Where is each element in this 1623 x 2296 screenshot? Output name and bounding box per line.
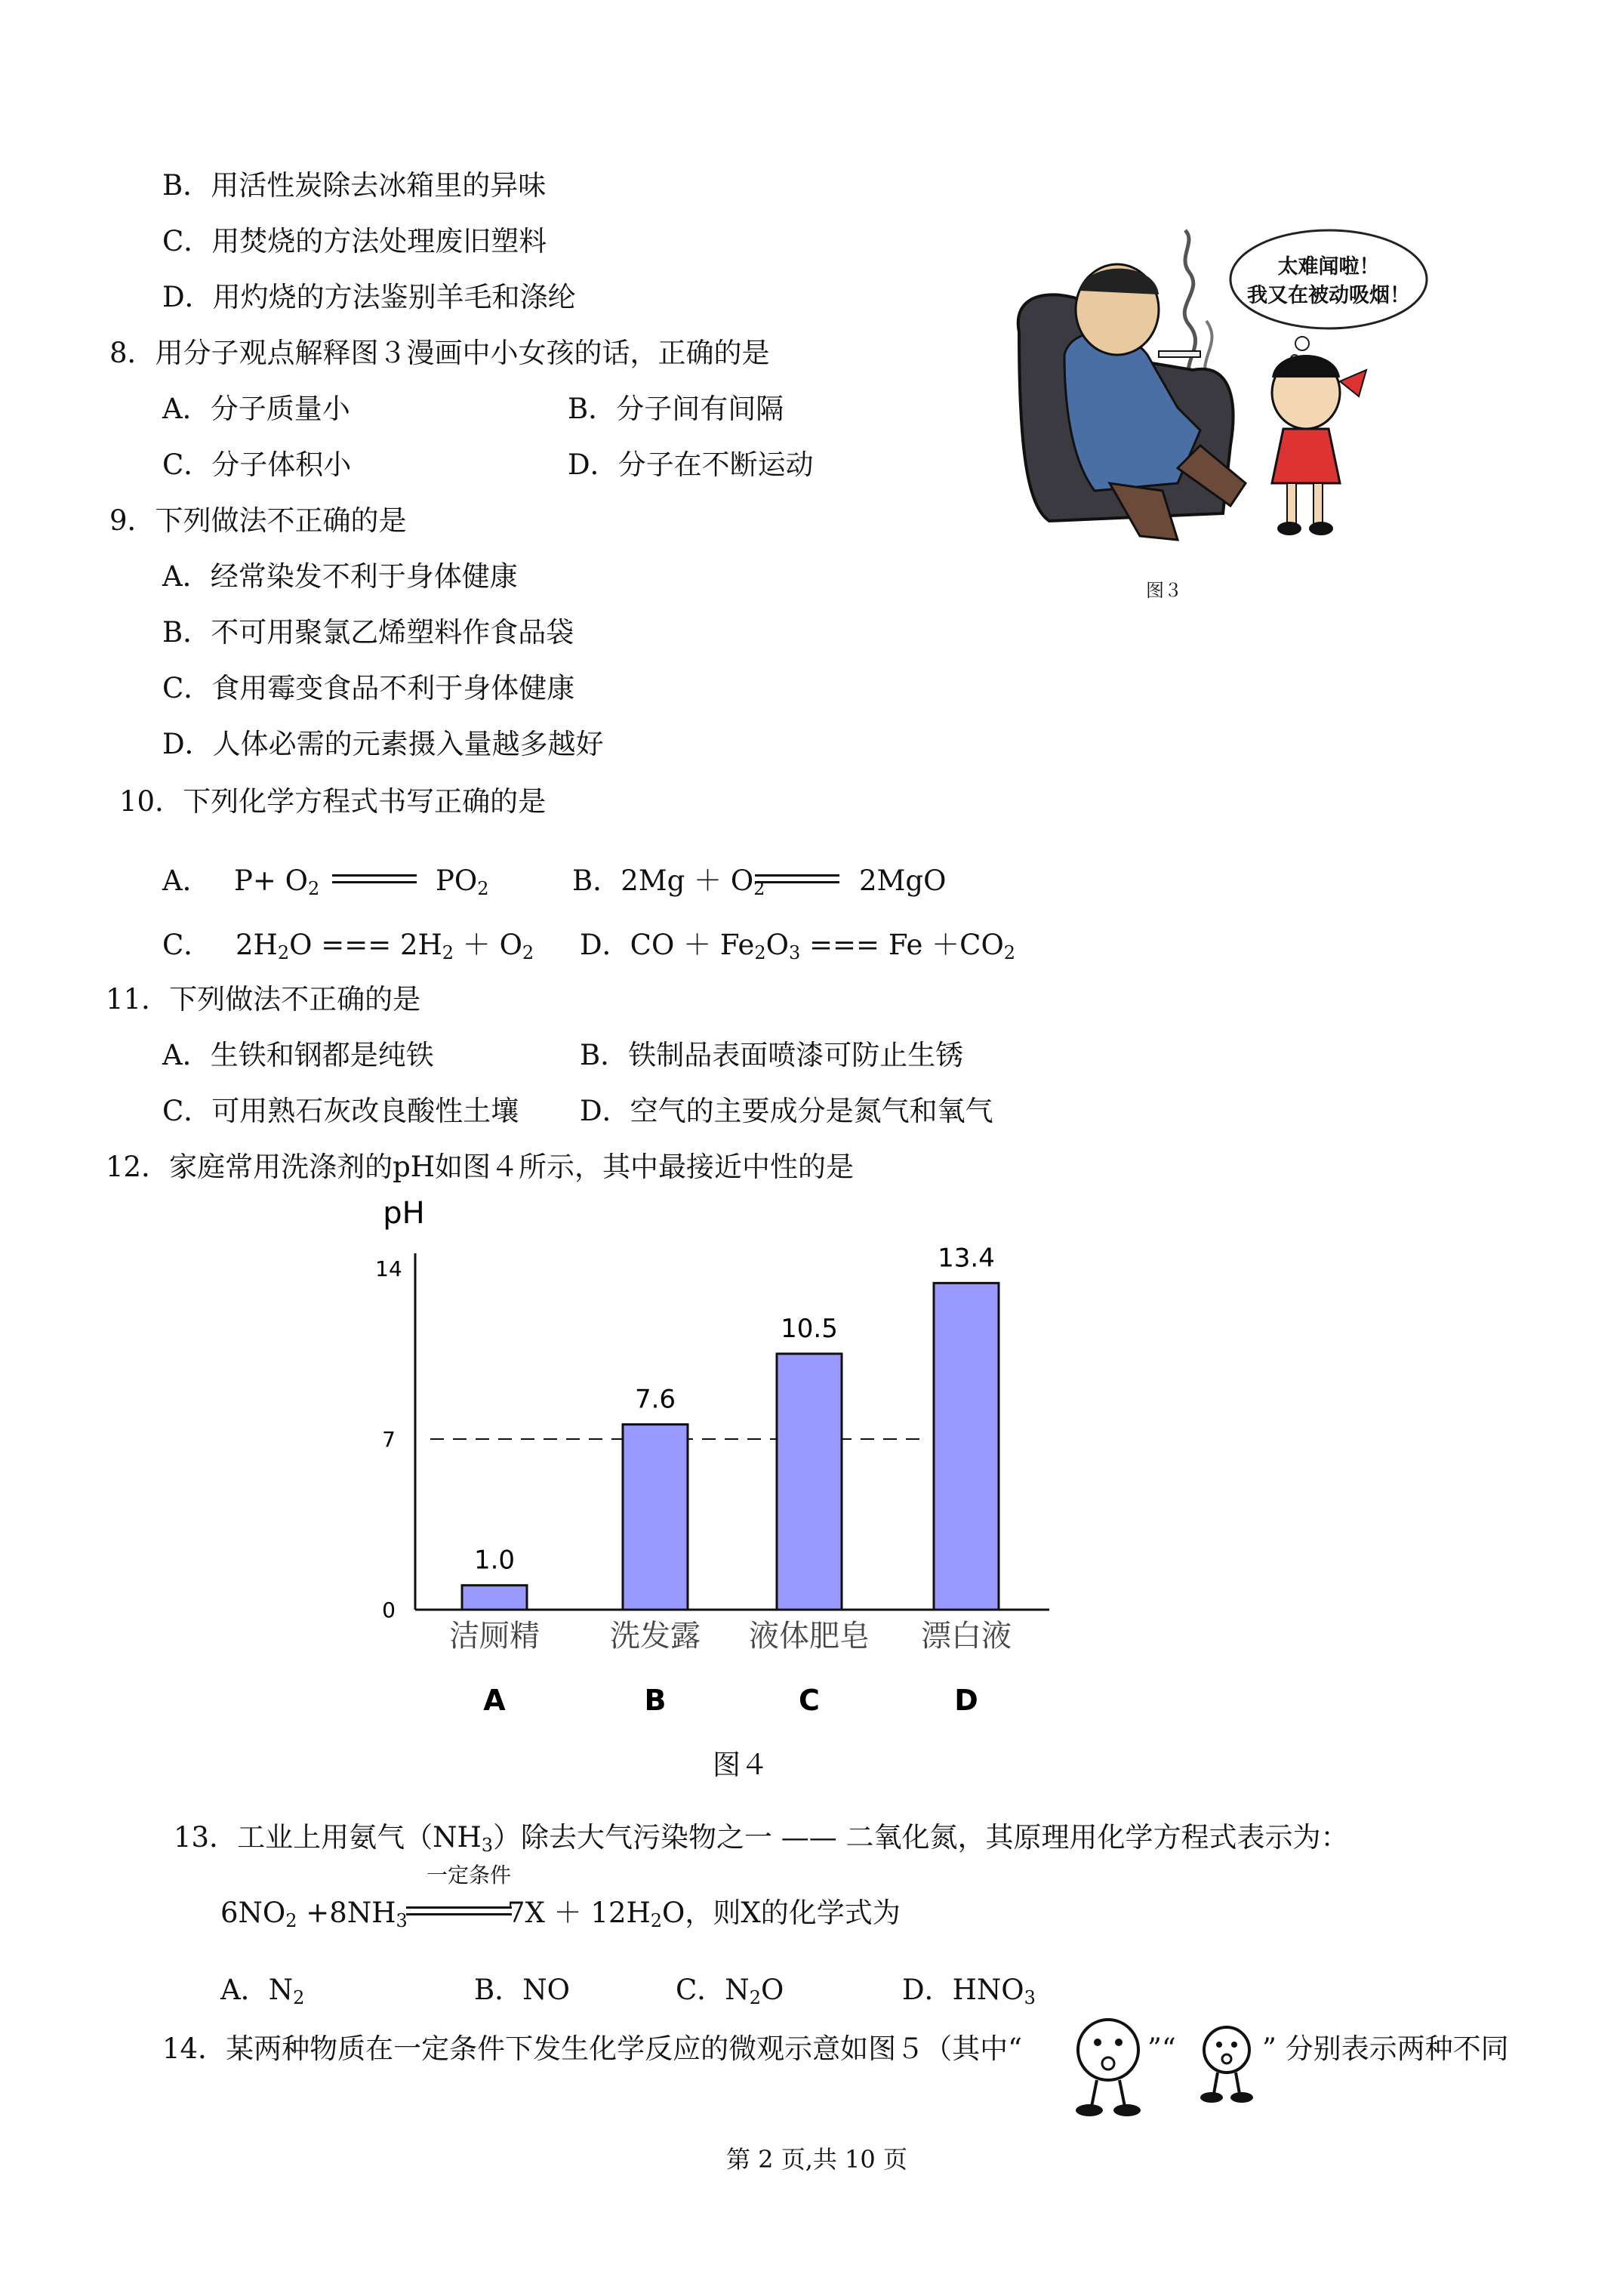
q13-option-d: D．$HNO_3$ <box>902 1974 1036 2008</box>
chart-bar <box>777 1354 842 1610</box>
chart-data-label: 13.4 <box>938 1243 995 1274</box>
q13-option-c: C．$N_2O$ <box>676 1974 784 2008</box>
figure-4-caption: 图４ <box>713 1749 768 1781</box>
q9-option-a: A．经常染发不利于身体健康 <box>162 560 518 593</box>
chart-y-tick-label: 7 <box>382 1427 396 1452</box>
q7-option-d: D．用灼烧的方法鉴别羊毛和涤纶 <box>162 281 576 313</box>
chart-category-letter: B <box>644 1684 667 1717</box>
q9-option-c: C．食用霉变食品不利于身体健康 <box>162 672 575 704</box>
q7-option-c: C．用焚烧的方法处理废旧塑料 <box>162 225 547 257</box>
chart-data-label: 10.5 <box>781 1314 838 1344</box>
q14-stem-c: ” 分别表示两种不同 <box>1262 2032 1509 2065</box>
chart-data-label: 7.6 <box>634 1384 676 1415</box>
q13-equation-rhs: $7X + 12H_2O$，则X的化学式为 <box>507 1897 901 1931</box>
q10-option-c-equation: $2H_2O$ === $2H_2 + O_2$ <box>236 929 534 963</box>
chart-y-tick-label: 0 <box>382 1598 396 1623</box>
chart-bar <box>623 1425 688 1610</box>
q8-option-c: C．分子体积小 <box>162 448 352 481</box>
q14-stem-a: 14．某两种物质在一定条件下发生化学反应的微观示意如图５（其中“ <box>162 2032 1022 2065</box>
chart-category-label: 漂白液 <box>921 1619 1012 1653</box>
speech-bubble-line2: 我又在被动吸烟！ <box>1247 284 1410 307</box>
q10-option-b-lhs: B．$2Mg + O_2$ <box>572 864 765 899</box>
q10-option-b-rhs: 2MgO <box>859 864 947 897</box>
smoking-cartoon-image <box>1004 219 1449 551</box>
q13-option-a: A．$N_2$ <box>220 1974 305 2008</box>
q9-stem: 9．下列做法不正确的是 <box>109 504 407 537</box>
q10-option-a-rhs: $PO_2$ <box>436 864 489 899</box>
q10-option-c-label: C． <box>162 929 212 961</box>
q10-option-d-equation: D．CO ＋ $Fe_2O_3$ === $Fe +CO_2$ <box>580 929 1016 963</box>
chart-y-tick-label: 14 <box>375 1256 402 1281</box>
q8-option-a: A．分子质量小 <box>162 393 350 425</box>
ph-bar-chart <box>332 1193 1087 1721</box>
chart-y-axis-label: pH <box>383 1196 425 1231</box>
q11-option-d: D．空气的主要成分是氮气和氧气 <box>580 1095 993 1127</box>
q11-option-b: B．铁制品表面喷漆可防止生锈 <box>580 1039 964 1071</box>
speech-bubble-line1: 太难闻啦！ <box>1277 255 1380 279</box>
q13-equation-lhs: $6NO_2 +8NH_3$ <box>220 1897 408 1931</box>
chart-category-label: 液体肥皂 <box>749 1619 870 1653</box>
q10-stem: 10．下列化学方程式书写正确的是 <box>119 785 547 818</box>
q13-stem: 13．工业上用氨气$(NH_3)$除去大气污染物之一 —— 二氧化氮，其原理用化学方程式表示为： <box>174 1821 1349 1856</box>
q13-equals-sign <box>406 1906 512 1915</box>
q8-option-d: D．分子在不断运动 <box>568 448 814 481</box>
q8-stem: 8．用分子观点解释图３漫画中小女孩的话，正确的是 <box>109 337 770 369</box>
q13-condition: 一定条件 <box>427 1863 512 1888</box>
q7-option-b: B．用活性炭除去冰箱里的异味 <box>162 169 547 202</box>
atom-large-icon <box>1070 2005 1146 2125</box>
q10-option-a-label: A． <box>162 864 211 897</box>
q10-option-b-equals <box>755 874 839 883</box>
chart-bar <box>462 1586 527 1610</box>
q13-option-b: B．NO <box>474 1974 570 2006</box>
q9-option-b: B．不可用聚氯乙烯塑料作食品袋 <box>162 616 574 649</box>
chart-category-letter: C <box>799 1684 820 1717</box>
chart-data-label: 1.0 <box>473 1545 516 1576</box>
q11-stem: 11．下列做法不正确的是 <box>106 983 421 1015</box>
chart-bar <box>934 1283 999 1610</box>
chart-category-letter: A <box>483 1684 506 1717</box>
atom-small-icon <box>1193 2012 1261 2110</box>
q14-stem-b: ”“ <box>1147 2032 1176 2065</box>
chart-category-label: 洁厕精 <box>449 1619 540 1653</box>
q10-option-a-lhs: $P+ O_2$ <box>234 864 320 899</box>
chart-category-letter: D <box>954 1684 978 1717</box>
q11-option-c: C．可用熟石灰改良酸性土壤 <box>162 1095 519 1127</box>
q12-stem: 12．家庭常用洗涤剂的pH如图４所示，其中最接近中性的是 <box>106 1151 855 1183</box>
q8-option-b: B．分子间有间隔 <box>568 393 784 425</box>
q9-option-d: D．人体必需的元素摄入量越多越好 <box>162 728 604 760</box>
q10-option-a-equals <box>332 874 417 883</box>
page-footer: 第 2 页,共 10 页 <box>726 2145 907 2174</box>
q11-option-a: A．生铁和钢都是纯铁 <box>162 1039 434 1071</box>
figure-3-caption: 图３ <box>1146 580 1182 601</box>
chart-category-label: 洗发露 <box>610 1619 701 1653</box>
